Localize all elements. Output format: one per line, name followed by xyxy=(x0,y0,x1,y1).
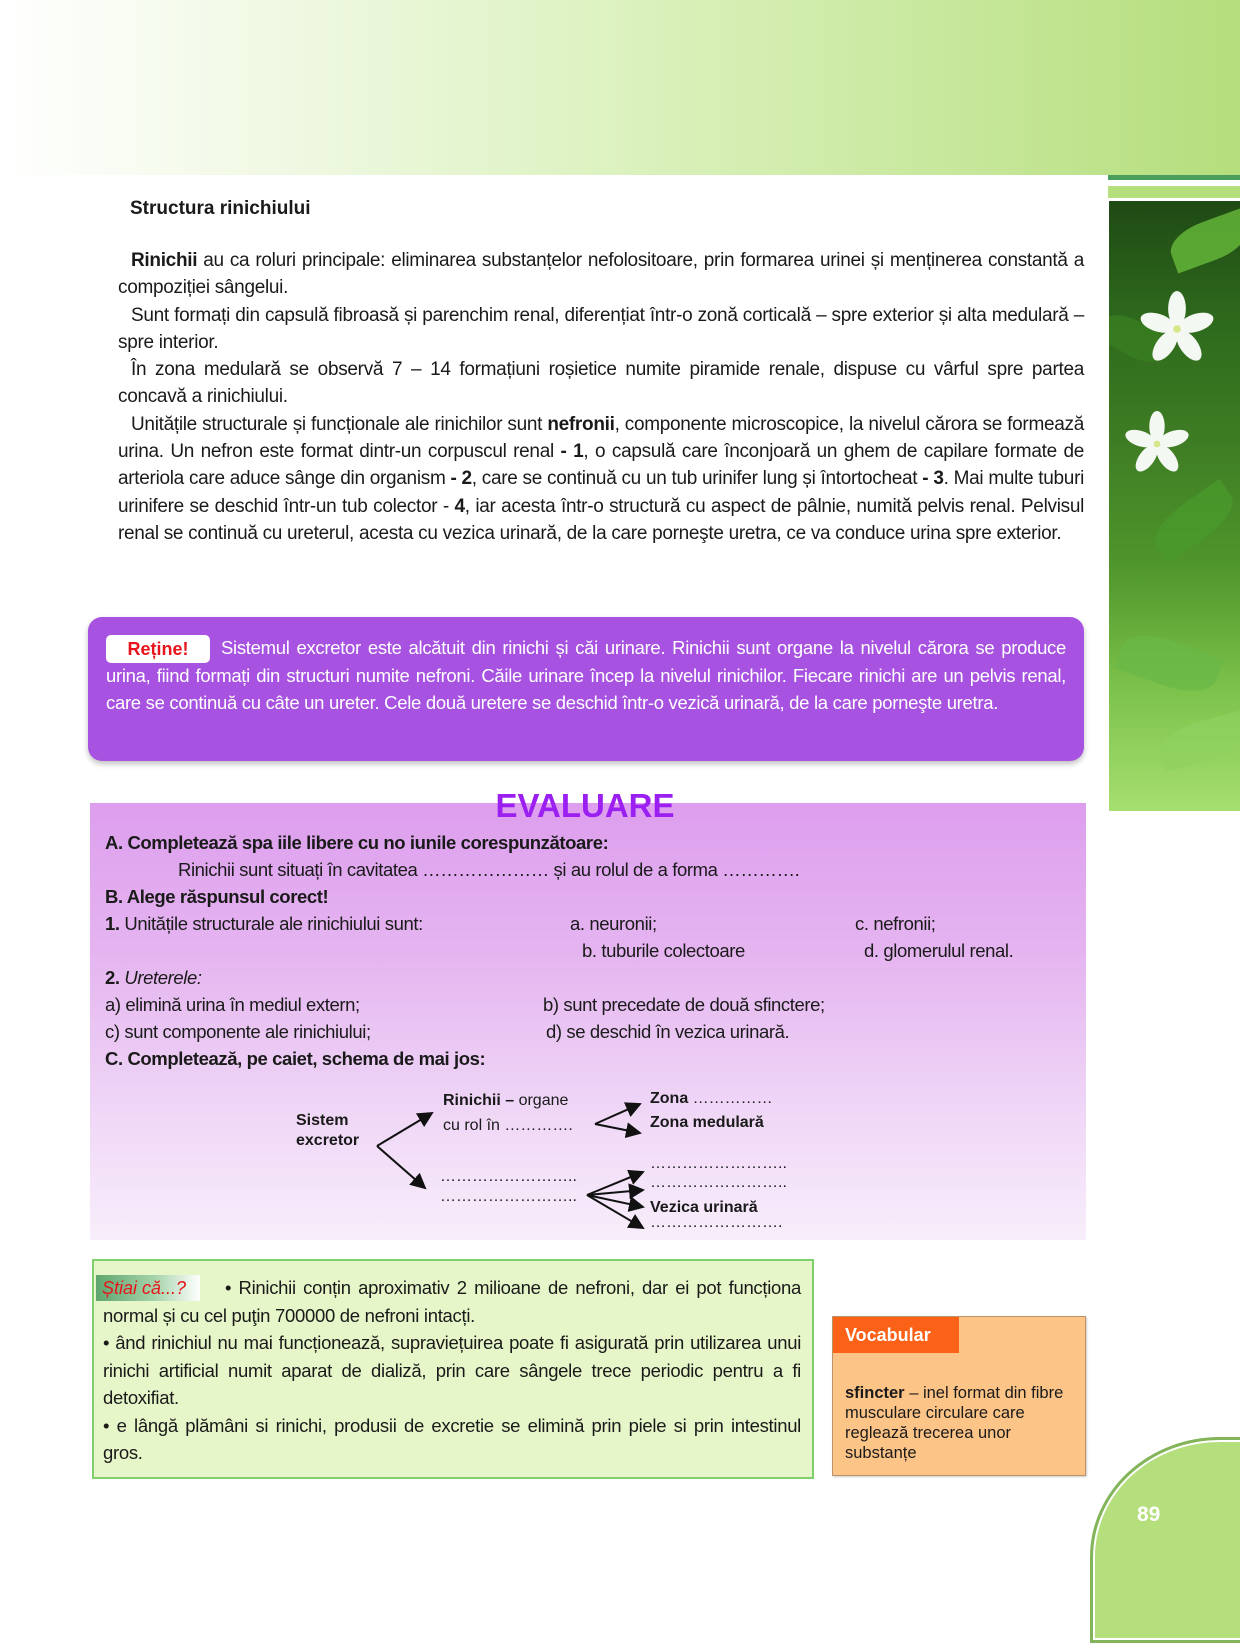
retine-text xyxy=(106,634,1066,717)
fact-text: • Rinichii conțin aproximativ 2 milioane de nefroni, dar ei pot funcționa normal și cu cel puţin 700000 de nefroni intacți. xyxy=(103,1277,801,1326)
vocabulary-definition xyxy=(845,1383,1077,1463)
did-you-know-badge: Știai că...? xyxy=(96,1275,200,1301)
paragraph-text: , care se continuă cu un tub urinifer lung și întortocheat xyxy=(471,468,923,490)
jasmine-flower-photo xyxy=(1109,201,1240,811)
option-d[interactable]: d) se deschid în vezica urinară. xyxy=(546,1021,790,1042)
section-a-heading: A. Completează spa iile libere cu no iunile corespunzătoare: xyxy=(105,832,609,853)
fact-item xyxy=(103,1274,801,1329)
option-b[interactable]: b) sunt precedate de două sfinctere; xyxy=(543,994,825,1015)
question-text: Ureterele: xyxy=(119,967,202,988)
flower-icon xyxy=(1139,291,1215,367)
diagram-kidney xyxy=(443,1092,568,1110)
body-text xyxy=(118,247,1084,547)
bold-term: nefronii xyxy=(547,413,615,435)
diagram-output: …………………….. xyxy=(650,1155,787,1172)
bold-term: Rinichii xyxy=(131,250,198,271)
side-stripe xyxy=(1108,175,1240,180)
label-number: - 1 xyxy=(560,441,584,463)
label-number: - 3 xyxy=(922,468,944,490)
question-1 xyxy=(105,913,423,935)
paragraph: În zona medulară se observă 7 – 14 formațiuni roșietice numite piramide renale, dispuse cu vârful spre partea concavă a rinichiului. xyxy=(118,359,1084,408)
page-number: 89 xyxy=(1137,1503,1161,1526)
option-a[interactable]: a. neuronii; xyxy=(570,913,657,934)
paragraph: Sunt formați din capsulă fibroasă și parenchim renal, diferențiat într-o zonă corticală – spre exterior și alta medulară – spre interior. xyxy=(118,304,1084,353)
diagram-zone-cortical xyxy=(650,1090,773,1108)
paragraph-text: , iar acesta într-o structură cu aspect de pâlnie, numită pelvis renal. Pelvisul renal se continuă cu ureterul, acesta cu vezica urinară, de la care porneşte uretra, ce va conduce urina spre exterior. xyxy=(118,495,1085,544)
evaluation-title: EVALUARE xyxy=(495,787,675,824)
question-number: 2. xyxy=(105,967,120,988)
section-c-heading: C. Completează, pe caiet, schema de mai jos: xyxy=(105,1048,486,1069)
header-band xyxy=(0,0,1240,175)
retine-box xyxy=(88,617,1084,761)
did-you-know-box xyxy=(92,1259,814,1479)
label-number: - 2 xyxy=(450,468,472,490)
paragraph xyxy=(118,247,1084,302)
diagram-root: Sistem xyxy=(296,1112,349,1129)
diagram-kidney-bold: Rinichii – xyxy=(443,1092,515,1109)
diagram-output: …………………….. xyxy=(650,1174,787,1191)
section-b-heading: B. Alege răspunsul corect! xyxy=(105,886,329,907)
option-c[interactable]: c) sunt componente ale rinichiului; xyxy=(105,1021,371,1042)
page-number-tab xyxy=(1090,1437,1240,1643)
vocabulary-header: Vocabular xyxy=(833,1317,959,1353)
option-d[interactable]: d. glomerulul renal. xyxy=(864,940,1014,961)
diagram-zone-medular: Zona medulară xyxy=(650,1114,764,1131)
diagram-kidney-role: cu rol în …………. xyxy=(443,1117,573,1134)
retine-body: Sistemul excretor este alcătuit din rinichi și căi urinare. Rinichii sunt organe la nivelul cărora se produce urina, fiind formați din structuri numite nefroni. Căile urinare încep la nivelul rinichilor. Fiecare rinichi are un pelvis renal, care se continuă cu câte un ureter. Cele două uretere se deschid într-o vezică urinară, de la care porneşte uretra. xyxy=(106,637,1066,713)
label-number: 4 xyxy=(454,495,465,517)
diagram-output: ……………………. xyxy=(650,1214,783,1231)
vocabulary-box xyxy=(832,1316,1086,1476)
diagram-blank: …………………….. xyxy=(440,1188,577,1205)
paragraph-text: . Mai multe tuburi urinifere se deschid într-un tub colector - xyxy=(118,468,1085,517)
diagram-zone-bold: Zona xyxy=(650,1090,689,1107)
fact-item: • ând rinichiul nu mai funcționează, supraviețuirea poate fi asigurată prin utilizarea unui rinichi artificial numit aparat de dializă, prin care sângele trece periodic pentru a fi detoxifiat. xyxy=(103,1332,801,1408)
option-c[interactable]: c. nefronii; xyxy=(855,913,936,934)
diagram-root: excretor xyxy=(296,1132,360,1149)
paragraph-text: , componente microscopice, la nivelul cărora se formează urina. Un nefron este format dintr-un corpuscul renal xyxy=(118,413,1084,463)
fact-item: • e lângă plămâni si rinichi, produsii de excretie se elimină prin piele si prin intestinul gros. xyxy=(103,1414,801,1463)
side-stripe-light xyxy=(1108,186,1240,198)
diagram-output-bladder: Vezica urinară xyxy=(650,1199,758,1216)
option-a[interactable]: a) elimină urina în mediul extern; xyxy=(105,994,360,1015)
section-title: Structura rinichiului xyxy=(130,198,311,219)
paragraph-text: , o capsulă care înconjoară un ghem de capilare formate de arteriola care aduce sânge din organism xyxy=(118,441,1084,490)
option-b[interactable]: b. tuburile colectoare xyxy=(582,940,745,961)
diagram-blank: …………………….. xyxy=(440,1168,577,1185)
paragraph xyxy=(118,411,1084,547)
question-text: Unitățile structurale ale rinichiului sunt: xyxy=(119,913,423,934)
paragraph-text: au ca roluri principale: eliminarea substanțelor nefolositoare, prin formarea urinei și menținerea constantă a compoziției sângelui. xyxy=(118,250,1084,299)
question-2 xyxy=(105,967,202,989)
paragraph-text: Unitățile structurale și funcționale ale rinichilor sunt xyxy=(131,413,548,435)
vocabulary-term: sfincter xyxy=(845,1384,905,1402)
vocabulary-definition-text: – inel format din fibre musculare circulare care reglează trecerea unor substanțe xyxy=(845,1384,1064,1462)
diagram-zone-blank: …………… xyxy=(688,1090,773,1107)
did-you-know-text xyxy=(103,1274,801,1467)
section-a-sentence: Rinichii sunt situați în cavitatea ………………… și au rolul de a forma …………. xyxy=(178,859,800,880)
question-number: 1. xyxy=(105,913,120,934)
retine-badge: Reține! xyxy=(106,635,210,663)
diagram-kidney-text: organe xyxy=(514,1092,569,1109)
flower-icon xyxy=(1124,411,1190,477)
